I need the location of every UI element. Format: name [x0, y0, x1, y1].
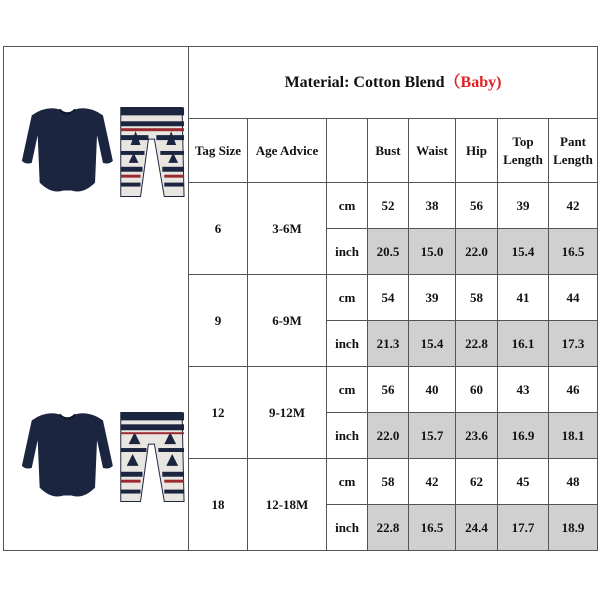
tag-size-cell: 12	[189, 367, 248, 459]
hip-inch-cell: 23.6	[456, 413, 498, 459]
bust-inch-cell: 22.8	[368, 505, 409, 551]
top-length-inch-cell: 17.7	[498, 505, 549, 551]
pant-length-inch-cell: 18.1	[549, 413, 598, 459]
bust-cm-cell: 56	[368, 367, 409, 413]
baby-label: （Baby)	[444, 73, 502, 91]
top-length-inch-cell: 15.4	[498, 229, 549, 275]
header-pant-length-line1: Pant	[560, 133, 586, 149]
age-advice-cell: 9-12M	[248, 367, 327, 459]
pant-length-cm-cell: 46	[549, 367, 598, 413]
waist-cm-cell: 38	[409, 183, 456, 229]
pant-length-cm-cell: 44	[549, 275, 598, 321]
header-pant-length	[549, 119, 598, 183]
waist-cm-cell: 42	[409, 459, 456, 505]
header-top-length-line2: Length	[503, 151, 543, 167]
top-length-inch-cell: 16.1	[498, 321, 549, 367]
hip-inch-cell: 24.4	[456, 505, 498, 551]
header-bust: Bust	[368, 119, 409, 183]
bust-cm-cell: 54	[368, 275, 409, 321]
hip-cm-cell: 58	[456, 275, 498, 321]
hip-cm-cell: 60	[456, 367, 498, 413]
tag-size-cell: 9	[189, 275, 248, 367]
pants-icon	[121, 412, 184, 501]
top-length-inch-cell: 16.9	[498, 413, 549, 459]
unit-cm-cell: cm	[327, 183, 368, 229]
age-advice-cell: 3-6M	[248, 183, 327, 275]
header-tag-size: Tag Size	[189, 119, 248, 183]
size-table	[3, 46, 598, 551]
pant-length-inch-cell: 18.9	[549, 505, 598, 551]
waist-cm-cell: 40	[409, 367, 456, 413]
unit-cm-cell: cm	[327, 367, 368, 413]
waist-inch-cell: 16.5	[409, 505, 456, 551]
bust-cm-cell: 52	[368, 183, 409, 229]
waist-inch-cell: 15.4	[409, 321, 456, 367]
top-length-cm-cell: 43	[498, 367, 549, 413]
pant-length-cm-cell: 48	[549, 459, 598, 505]
hip-cm-cell: 62	[456, 459, 498, 505]
bust-cm-cell: 58	[368, 459, 409, 505]
material-title-text: Material: Cotton Blend	[284, 73, 445, 91]
unit-inch-cell: inch	[327, 413, 368, 459]
pant-length-inch-cell: 17.3	[549, 321, 598, 367]
header-pant-length-line2: Length	[553, 151, 593, 167]
top-length-cm-cell: 41	[498, 275, 549, 321]
pant-length-cm-cell: 42	[549, 183, 598, 229]
hip-cm-cell: 56	[456, 183, 498, 229]
baby-outfit-image	[10, 392, 188, 512]
hip-inch-cell: 22.8	[456, 321, 498, 367]
baby-outfit-image	[10, 87, 188, 207]
header-age-advice: Age Advice	[248, 119, 327, 183]
header-unit	[327, 119, 368, 183]
pants-icon	[121, 107, 184, 196]
waist-inch-cell: 15.0	[409, 229, 456, 275]
bust-inch-cell: 22.0	[368, 413, 409, 459]
unit-cm-cell: cm	[327, 459, 368, 505]
waist-cm-cell: 39	[409, 275, 456, 321]
header-hip: Hip	[456, 119, 498, 183]
bodysuit-icon	[22, 413, 113, 496]
tag-size-cell: 18	[189, 459, 248, 551]
header-top-length-line1: Top	[512, 133, 534, 149]
header-waist: Waist	[409, 119, 456, 183]
unit-inch-cell: inch	[327, 229, 368, 275]
title-row	[4, 47, 598, 119]
top-length-cm-cell: 39	[498, 183, 549, 229]
unit-inch-cell: inch	[327, 505, 368, 551]
age-advice-cell: 12-18M	[248, 459, 327, 551]
bust-inch-cell: 21.3	[368, 321, 409, 367]
header-top-length	[498, 119, 549, 183]
pant-length-inch-cell: 16.5	[549, 229, 598, 275]
age-advice-cell: 6-9M	[248, 275, 327, 367]
unit-cm-cell: cm	[327, 275, 368, 321]
hip-inch-cell: 22.0	[456, 229, 498, 275]
tag-size-cell: 6	[189, 183, 248, 275]
bust-inch-cell: 20.5	[368, 229, 409, 275]
product-photo-cell	[4, 47, 189, 551]
waist-inch-cell: 15.7	[409, 413, 456, 459]
bodysuit-icon	[22, 108, 113, 191]
unit-inch-cell: inch	[327, 321, 368, 367]
material-title	[189, 47, 598, 119]
top-length-cm-cell: 45	[498, 459, 549, 505]
